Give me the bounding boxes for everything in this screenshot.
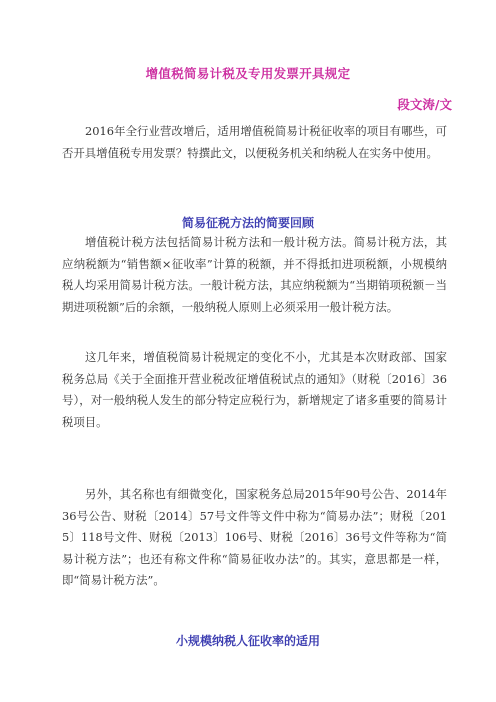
document-title: 增值税简易计税及专用发票开具规定 — [145, 66, 351, 81]
section-heading-review: 简易征税方法的简要回顾 — [181, 216, 314, 230]
body-paragraph-1: 增值税计税方法包括简易计税方法和一般计税方法。简易计税方法，其应纳税额为“销售额×征收率”计算的税额，并不得抵扣进项税额，小规模纳税人均采用简易计税方法。一般计税方法，其应纳税额为“当期销项税额－当期进项税额”后的余额，一般纳税人原则上必须采用一般计税方法。 — [62, 235, 447, 314]
section-heading-small-taxpayer: 小规模纳税人征收率的适用 — [175, 634, 320, 648]
body-paragraph-2: 这几年来，增值税简易计税规定的变化不小，尤其是本次财政部、国家税务总局《关于全面推开营业税改征增值税试点的通知》（财税〔2016〕36号），对一般纳税人发生的部分特定应税行为，新增规定了诸多重要的简易计税项目。 — [62, 350, 447, 429]
author-byline: 段文涛/文 — [397, 97, 452, 112]
body-paragraph-3: 另外，其名称也有细微变化，国家税务总局2015年90号公告、2014年36号公告、财税〔2014〕57号文件等文件中称为“简易办法”；财税〔2015〕118号文件、财税〔2013〕106号、财税〔2016〕36号文件等称为“简易计税方法”；也还有称文件称“简易征收办法”的。其实，意思都是一样，即“简易计税方法”。 — [62, 487, 447, 588]
intro-paragraph: 2016年全行业营改增后，适用增值税简易计税征收率的项目有哪些，可否开具增值税专用发票？特撰此文，以便税务机关和纳税人在实务中使用。 — [62, 124, 447, 160]
